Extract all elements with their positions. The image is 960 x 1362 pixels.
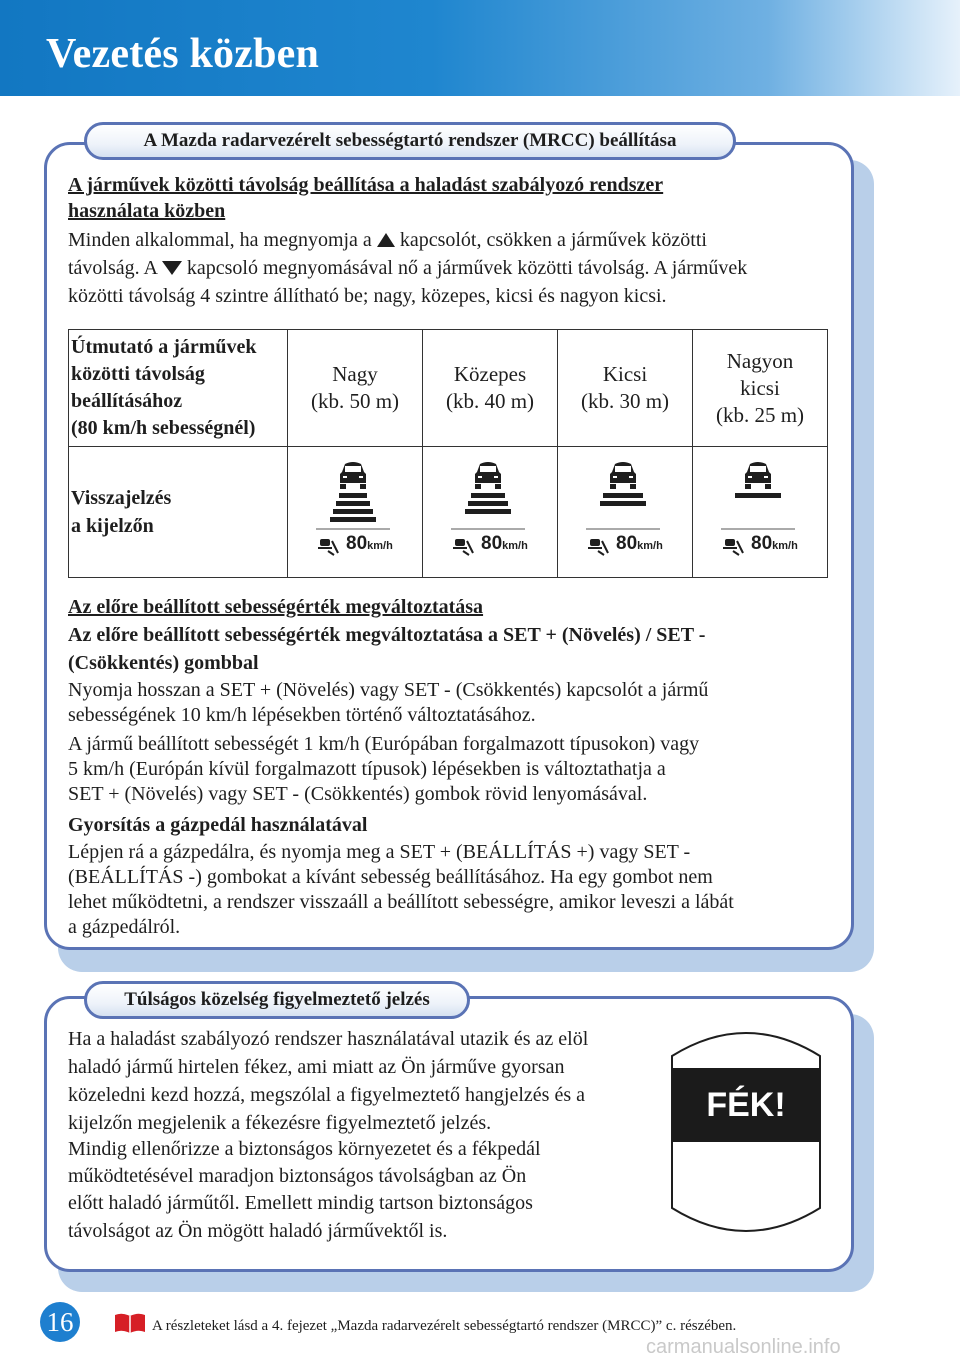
brake-warning-label: FÉK! [672,1068,820,1142]
radar-cruise-icon [723,539,743,555]
distance-bar [468,501,508,506]
speed-readout [616,533,663,555]
guide-label-line: közötti távolság [71,363,205,385]
section1-heading-line2: használata közben [68,200,226,222]
distance-bar [600,501,646,506]
distance-bar [339,493,367,498]
distance-indicator-graphic [288,447,422,577]
paragraph-line [68,255,747,282]
distance-cell-very-small [693,330,828,447]
radar-cruise-icon [453,539,473,555]
distance-indicator-graphic [558,447,692,577]
paragraph-line: működtetésével maradjon biztonságos távolságban az Ön [68,1165,527,1187]
speed-unit: km/h [502,540,528,552]
paragraph-line: távolságot az Ön mögött haladó járművektől is. [68,1220,448,1242]
display-cell [288,447,423,578]
distance-bar [471,493,505,498]
guide-label-line: (80 km/h sebességnél) [71,417,256,439]
distance-display [423,447,557,577]
radar-cruise-icon [318,539,338,555]
distance-indicator-graphic [693,447,827,577]
display-cell [558,447,693,578]
distance-display [288,447,422,577]
speed-value: 80 [616,533,638,554]
distance-name: Nagyon [726,348,794,373]
paragraph-line: közötti távolság 4 szintre állítható be; nagy, közepes, kicsi és nagyon kicsi. [68,285,667,307]
display-label-line: Visszajelzés [71,487,172,509]
display-label-line: a kijelzőn [71,515,154,537]
paragraph-line [68,227,707,254]
display-cell [693,447,828,578]
speed-unit: km/h [772,540,798,552]
car-icon [475,462,501,489]
paragraph-line: Nyomja hosszan a SET + (Növelés) vagy SET - (Csökkentés) kapcsolót a jármű [68,679,709,701]
display-cell [423,447,558,578]
paragraph-line: haladó jármű hirtelen fékez, ami miatt az Ön járműve gyorsan [68,1056,565,1078]
distance-bar [465,509,511,514]
speed-value: 80 [751,533,773,554]
distance-indicator-graphic [423,447,557,577]
distance-value: (kb. 50 m) [310,389,400,413]
speed-readout [346,533,393,555]
book-icon [114,1312,146,1334]
guide-label-line: beállításához [71,390,183,412]
car-icon [745,462,771,489]
paragraph-text: kapcsolót, csökken a járművek közötti [399,229,707,251]
watermark: carmanualsonline.info [646,1336,841,1358]
display-label-cell [69,447,288,578]
distance-bar [330,517,376,522]
distance-name: kicsi [740,375,780,400]
sub-heading: Az előre beállított sebességérték megváltoztatása [68,596,484,618]
paragraph-line: lehet működtetni, a rendszer visszaáll a beállított sebességre, amikor leveszi a lábát [68,891,734,913]
section2-tab: Túlságos közelség figyelmeztető jelzés [84,981,470,1019]
paragraph-line: 5 km/h (Európán kívül forgalmazott típusok) lépésekben is változtathatja a [68,758,666,780]
distance-cell-medium [423,330,558,447]
distance-bar [603,493,643,498]
paragraph-text: Minden alkalommal, ha megnyomja a [68,229,372,251]
radar-cruise-icon [588,539,608,555]
distance-bar [735,493,781,498]
paragraph-line: Ha a haladást szabályozó rendszer használatával utazik és az elöl [68,1028,589,1050]
triangle-up-icon [377,233,395,247]
guide-label-cell [69,330,288,447]
bold-heading-line: Gyorsítás a gázpedál használatával [68,814,368,836]
distance-display [558,447,692,577]
speed-unit: km/h [367,540,393,552]
speed-readout [481,533,528,555]
speed-value: 80 [346,533,368,554]
page-header [0,0,960,96]
paragraph-line: a gázpedálról. [68,916,181,938]
speed-unit: km/h [637,540,663,552]
distance-guide-table [68,329,828,578]
paragraph-line: közeledni kezd hozzá, megszólal a figyelmeztető hangjelzés és a [68,1084,585,1106]
distance-display [693,447,827,577]
bold-heading-line: Az előre beállított sebességérték megváltoztatása a SET + (Növelés) / SET - [68,624,706,646]
paragraph-line: előtt haladó járműtől. Emellett mindig tartson biztonságos [68,1192,533,1214]
distance-name: Kicsi [602,362,648,386]
footer-note: A részleteket lásd a 4. fejezet „Mazda radarvezérelt sebességtartó rendszer (MRCC)” c. részében. [152,1318,737,1334]
triangle-down-icon [162,261,182,275]
speed-readout [751,533,798,555]
car-icon [610,462,636,489]
page-title: Vezetés közben [46,31,320,77]
distance-value: (kb. 25 m) [715,402,805,427]
paragraph-line: sebességének 10 km/h lépésekben történő változtatásához. [68,704,536,726]
paragraph-line: A jármű beállított sebességét 1 km/h (Európában forgalmazott típusokon) vagy [68,733,700,755]
section1-tab: A Mazda radarvezérelt sebességtartó rendszer (MRCC) beállítása [84,122,736,160]
paragraph-line: Mindig ellenőrizze a biztonságos környezetet és a fékpedál [68,1138,541,1160]
paragraph-line: (BEÁLLÍTÁS -) gombokat a kívánt sebesség beállításához. Ha egy gombot nem [68,866,713,888]
distance-value: (kb. 30 m) [580,389,670,413]
paragraph-line: kijelzőn megjelenik a fékezésre figyelmeztető jelzés. [68,1112,492,1134]
distance-cell-small [558,330,693,447]
bold-heading-line: (Csökkentés) gombbal [68,652,259,674]
distance-value: (kb. 40 m) [445,389,535,413]
car-icon [340,462,366,489]
paragraph-line: Lépjen rá a gázpedálra, és nyomja meg a SET + (BEÁLLÍTÁS +) vagy SET - [68,841,691,863]
distance-bar [333,509,373,514]
distance-bar [336,501,370,506]
section1-heading-line1: A járművek közötti távolság beállítása a haladást szabályozó rendszer [68,174,664,196]
distance-name: Nagy [332,362,378,386]
speed-value: 80 [481,533,503,554]
distance-name: Közepes [453,362,527,386]
page-number: 16 [40,1302,80,1342]
paragraph-text: távolság. A [68,257,157,279]
distance-cell-large [288,330,423,447]
paragraph-text: kapcsoló megnyomásával nő a járművek közötti távolság. A járművek [186,257,748,279]
guide-label-line: Útmutató a járművek [71,336,257,358]
paragraph-line: SET + (Növelés) vagy SET - (Csökkentés) gombok rövid lenyomásával. [68,783,648,805]
